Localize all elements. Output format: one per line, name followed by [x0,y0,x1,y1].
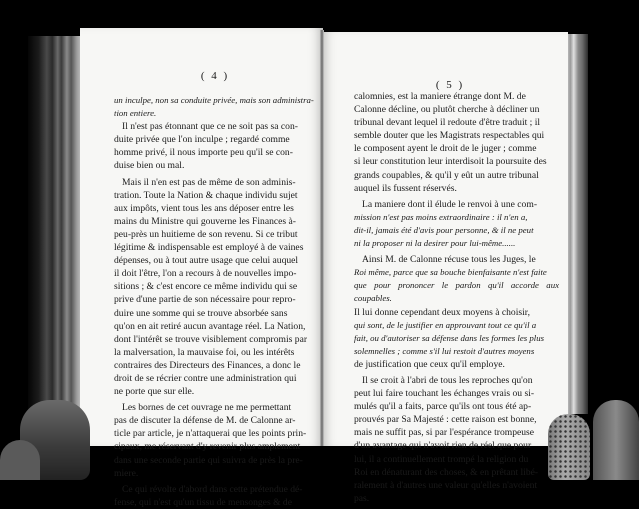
page-number-left: ( 4 ) [200,70,230,82]
text-line: ni la proposer ni la desirer pour lui-même...... [354,238,516,249]
left-page [80,28,323,508]
text-line: calomnies, est la maniere étrange dont M. de [354,91,526,102]
thimble [548,414,590,480]
text-line: dit-il, jamais été d'avis pour personne, & il ne peut [354,224,534,235]
text-line: aux impôts, vient tous les ans déposer entre les [114,202,294,214]
text-line: un inculpe, non sa conduite privée, mais son administra- [114,95,314,105]
text-line: duite privée que l'on inculpe ; regardé comme [114,134,290,146]
text-line: La maniere dont il élude le renvoi à une com- [362,198,538,210]
text-line: Les bornes de cet ouvrage ne me permettant [122,402,292,414]
text-line: qu'on en ait retiré aucun avantage réel. La Nation, [114,320,306,332]
text-line: Ainsi M. de Calonne récuse tous les Juges, le [362,254,536,266]
book-gutter [320,30,324,446]
text-line: cipaux, me réservant d'y revenir plus amplement [114,441,301,453]
text-line: Roi même, parce que sa bouche bienfaisante n'est faite [354,267,547,278]
text-line: grands coupables, & qu'il y eût un autre tribunal [354,169,539,181]
text-line: mais ne suffit pas, si par l'espérance trompeuse [354,427,535,439]
text-line: tion entiere. [114,108,157,119]
left-finger [0,440,40,480]
text-line: Roi en dénaturant des choses, & en prêtant libé- [354,466,539,478]
text-line: dépenses, ou à tout autre usage que celui auquel [114,255,299,267]
text-line: qui sont, de le justifier en approuvant tout ce qu'il a [354,319,537,330]
text-line: pas de discuter la défense de M. de Calonne ar- [114,415,296,427]
text-line: de justification que ceux qu'il employe. [354,358,505,370]
text-line: dans une seconde partie qui suivra de près la pre- [114,454,303,466]
text-line: solemnelles ; comme s'il lui restoit d'autres moyens [354,345,535,356]
text-line: Il n'est pas étonnant que ce ne soit pas sa con- [122,121,298,133]
left-page-text [114,94,314,509]
right-page-text [354,90,559,505]
text-line: Il lui donne cependant deux moyens à choisir, [354,306,530,318]
text-line: Ce qui révolte d'abord dans cette prétendue dé- [122,483,303,495]
text-line: duise bien ou mal. [114,160,185,172]
text-line: miere. [114,467,139,479]
text-line: que pour prononcer le pardon qu'il accorde aux coupables. [354,280,559,304]
text-line: peu-près un huitieme de son revenu. Si ce tribut [114,228,298,240]
text-line: la malversation, la mauvaise foi, ou les intérêts [114,346,295,358]
text-line: ticle par article, je n'attaquerai que les points prin- [114,428,307,440]
right-page [322,32,568,504]
text-line: prouvés par Sa Majesté : cette raison est bonne, [354,414,537,426]
text-line: peut lui faire touchant les échanges vrais ou si- [354,388,535,400]
book-page-edges-right [566,34,588,414]
text-line: fait, ou d'autoriser sa défense dans les formes les plus [354,332,545,343]
text-line: mains du Ministre qui gouverne les Finances à- [114,215,296,227]
text-line: Calonne décline, ou plutôt cherche à décliner un [354,104,540,116]
text-line: tration. Toute la Nation & chaque individu sujet [114,189,298,201]
text-line: sitions ; & c'est encore ce même individu qui se [114,281,298,293]
text-line: prive d'une partie de son nécessaire pour repro- [114,294,296,306]
text-line: ralement à d'autres une valeur qu'elles n'avoient [354,479,538,491]
text-line: si leur constitution leur interdisoit la poursuite des [354,156,547,168]
text-line: le composent ayent le droit de le juger ; comme [354,143,537,155]
page-number-right: ( 5 ) [435,79,465,91]
text-line: tribunal devant lequel il redoute d'être traduit ; il [354,117,541,129]
text-line: semble douter que les Magistrats respectables qui [354,130,545,142]
text-line: mulés qu'il a faits, parce qu'ils ont tous été ap- [354,401,532,413]
text-line: homme privé, il nous importe peu qu'il se con- [114,147,293,159]
text-line: il doit l'être, l'on a recours à de nouvelles impo- [114,268,297,280]
text-line: auquel ils fussent réservés. [354,182,457,194]
text-line: Mais il n'en est pas de même de son adminis- [122,176,296,188]
text-line: dont l'intérêt se trouve visiblement compromis par [114,333,308,345]
text-line: d'un avantage qui n'avoit rien de réel que pour [354,440,532,452]
right-thumb [593,400,639,480]
text-line: mission n'est pas moins extraordinaire : il n'en a, [354,211,528,222]
text-line: duire une somme qui se trouve absorbée sans [114,307,288,319]
text-line: pas. [354,492,370,504]
text-line: droit de se récrier contre une administration qui [114,372,297,384]
book-page-edges-left [28,36,82,416]
text-line: lui, il a continuellement trompé la religion du [354,453,529,465]
text-line: contraires des Directeurs des Finances, a donc le [114,359,301,371]
text-line: fense, qui n'est qu'un tissu de mensonges & de [114,496,292,508]
text-line: légitime & indispensable est employé à de vaines [114,242,304,254]
text-line: ne porte que sur elle. [114,386,195,398]
text-line: Il se croit à l'abri de tous les reproches qu'on [362,374,533,386]
